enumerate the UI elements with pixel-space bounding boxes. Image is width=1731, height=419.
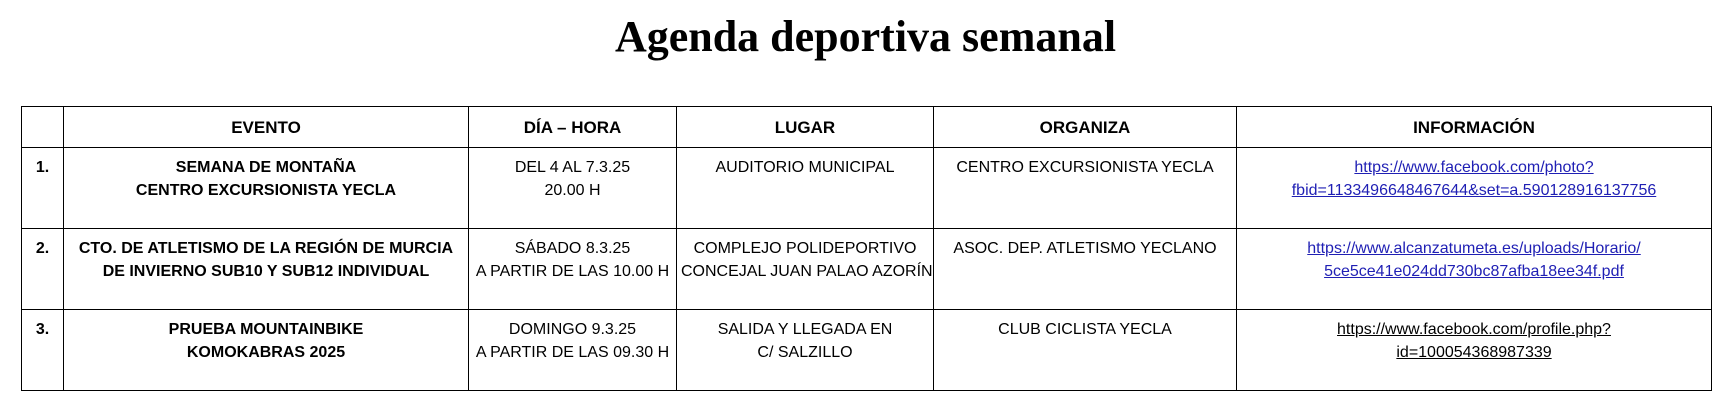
table-row bbox=[22, 310, 1712, 391]
date-cell bbox=[469, 148, 677, 229]
header-organiza: ORGANIZA bbox=[934, 107, 1237, 148]
header-informacion: INFORMACIÓN bbox=[1237, 107, 1712, 148]
organizer-cell bbox=[934, 310, 1237, 391]
table-row bbox=[22, 148, 1712, 229]
page-title: Agenda deportiva semanal bbox=[614, 12, 1117, 61]
event-date: DEL 4 AL 7.3.25 bbox=[514, 159, 631, 176]
organizer-cell bbox=[934, 229, 1237, 310]
info-cell bbox=[1237, 310, 1712, 391]
event-name: DE INVIERNO SUB10 Y SUB12 INDIVIDUAL bbox=[102, 263, 430, 280]
info-link[interactable] bbox=[1241, 318, 1707, 364]
header-lugar: LUGAR bbox=[677, 107, 934, 148]
event-name: CENTRO EXCURSIONISTA YECLA bbox=[135, 182, 397, 199]
info-cell bbox=[1237, 229, 1712, 310]
event-organizer: CLUB CICLISTA YECLA bbox=[998, 321, 1172, 338]
location-cell bbox=[677, 148, 934, 229]
event-cell bbox=[64, 148, 469, 229]
info-cell bbox=[1237, 148, 1712, 229]
event-time: A PARTIR DE LAS 10.00 H bbox=[475, 263, 670, 280]
event-location: SALIDA Y LLEGADA EN bbox=[717, 321, 893, 338]
row-number: 2. bbox=[22, 229, 64, 310]
header-evento: EVENTO bbox=[64, 107, 469, 148]
event-name: CTO. DE ATLETISMO DE LA REGIÓN DE MURCIA bbox=[78, 240, 454, 257]
info-link-text[interactable]: id=100054368987339 bbox=[1396, 344, 1552, 361]
info-link-text[interactable]: https://www.facebook.com/profile.php? bbox=[1337, 321, 1611, 338]
info-link-text[interactable]: https://www.facebook.com/photo? bbox=[1354, 159, 1594, 176]
date-cell bbox=[469, 229, 677, 310]
organizer-cell bbox=[934, 148, 1237, 229]
event-name: SEMANA DE MONTAÑA bbox=[175, 159, 357, 176]
event-location: AUDITORIO MUNICIPAL bbox=[715, 159, 895, 176]
info-link[interactable] bbox=[1241, 156, 1707, 202]
event-organizer: ASOC. DEP. ATLETISMO YECLANO bbox=[953, 240, 1217, 257]
table-header-row bbox=[22, 107, 1712, 148]
row-number: 1. bbox=[22, 148, 64, 229]
info-link[interactable] bbox=[1241, 237, 1707, 283]
event-date: SÁBADO 8.3.25 bbox=[514, 240, 631, 257]
info-link-text[interactable]: https://www.alcanzatumeta.es/uploads/Horario/ bbox=[1307, 240, 1641, 257]
event-location: CONCEJAL JUAN PALAO AZORÍN bbox=[681, 263, 933, 280]
event-date: DOMINGO 9.3.25 bbox=[508, 321, 637, 338]
table-row bbox=[22, 229, 1712, 310]
event-name: KOMOKABRAS 2025 bbox=[186, 344, 346, 361]
location-cell bbox=[677, 229, 934, 310]
event-time: 20.00 H bbox=[544, 182, 601, 199]
info-link-text[interactable]: 5ce5ce41e024dd730bc87afba18ee34f.pdf bbox=[1324, 263, 1624, 280]
event-organizer: CENTRO EXCURSIONISTA YECLA bbox=[956, 159, 1214, 176]
agenda-table bbox=[21, 106, 1712, 391]
event-time: A PARTIR DE LAS 09.30 H bbox=[475, 344, 670, 361]
event-name: PRUEBA MOUNTAINBIKE bbox=[168, 321, 364, 338]
header-dia-hora: DÍA – HORA bbox=[469, 107, 677, 148]
row-number: 3. bbox=[22, 310, 64, 391]
event-location: COMPLEJO POLIDEPORTIVO bbox=[693, 240, 917, 257]
event-location: C/ SALZILLO bbox=[757, 344, 853, 361]
event-cell bbox=[64, 310, 469, 391]
date-cell bbox=[469, 310, 677, 391]
location-cell bbox=[677, 310, 934, 391]
header-number bbox=[22, 107, 64, 148]
event-cell bbox=[64, 229, 469, 310]
info-link-text[interactable]: fbid=1133496648467644&set=a.590128916137756 bbox=[1291, 182, 1657, 199]
